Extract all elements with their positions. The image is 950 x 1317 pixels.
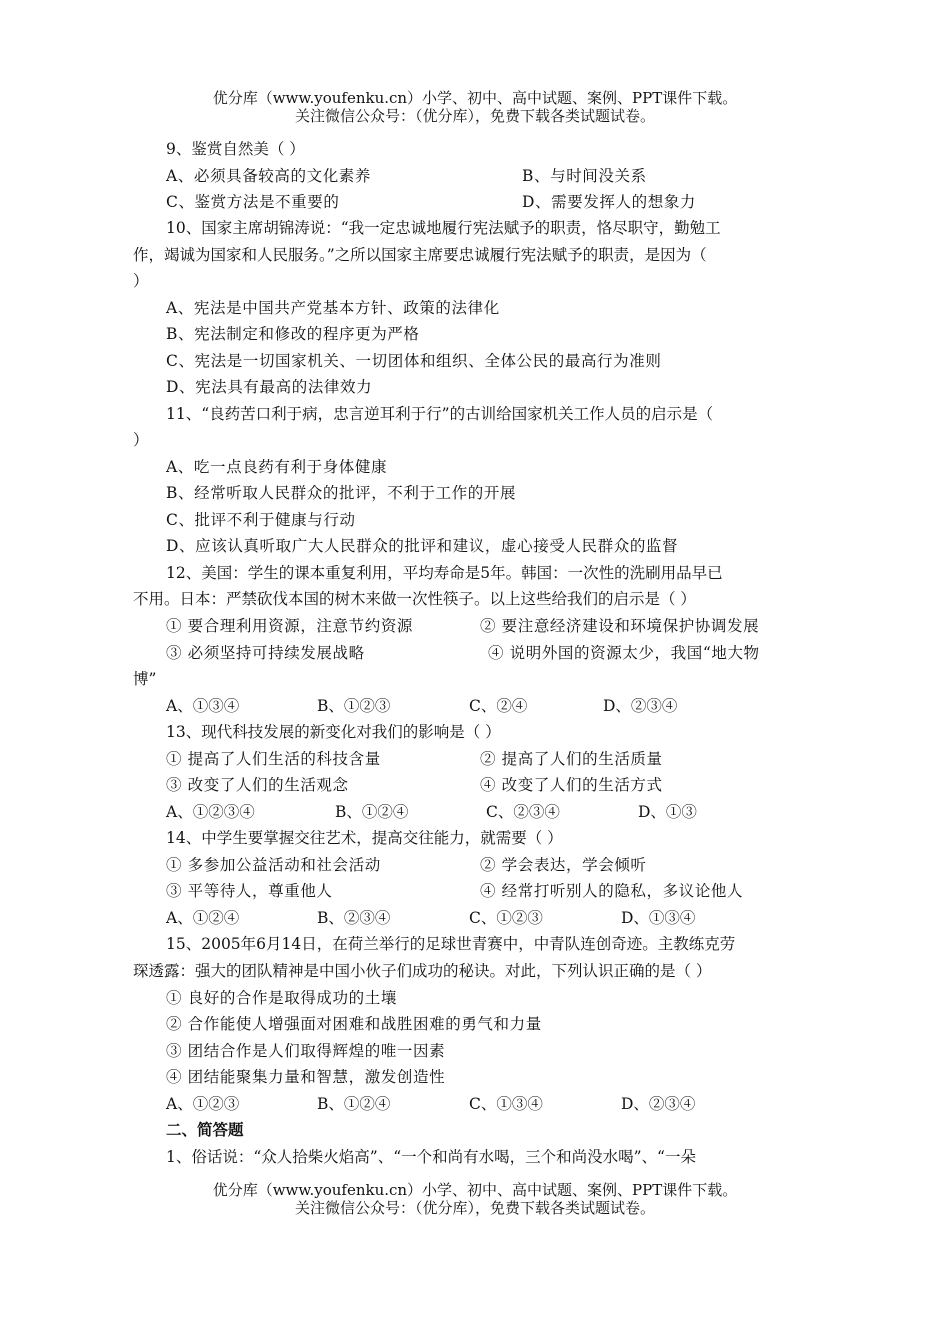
question-13-options: [166, 799, 856, 825]
statement-3: ③ 必须坚持可持续发展战略: [166, 644, 365, 662]
statement-2: ② 学会表达，学会倾听: [480, 856, 647, 874]
statement-3: ③ 改变了人们的生活观念: [166, 776, 349, 794]
page-footer-line2: 关注微信公众号：（优分库），免费下载各类试题试卷。: [294, 1199, 655, 1217]
question-11-option-c: C、批评不利于健康与行动: [166, 511, 356, 529]
question-10-option-d: D、宪法具有最高的法律效力: [166, 378, 373, 396]
statement-1: ① 多参加公益活动和社会活动: [166, 856, 381, 874]
statement-2: ② 提高了人们的生活质量: [480, 750, 663, 768]
section-2-title: 二、简答题: [166, 1120, 244, 1139]
option-a: A、①②③: [166, 1095, 240, 1113]
statement-2: ② 要注意经济建设和环境保护协调发展: [480, 617, 760, 635]
statement-4: ④ 改变了人们的生活方式: [480, 776, 663, 794]
question-10-stem-line3: ）: [133, 272, 149, 290]
statement-4: ④ 说明外国的资源太少，我国“地大物: [488, 644, 760, 662]
question-15-statement-1: ① 良好的合作是取得成功的土壤: [166, 989, 397, 1007]
statement-3: ③ 平等待人，尊重他人: [166, 882, 333, 900]
question-10-option-a: A、宪法是中国共产党基本方针、政策的法律化: [166, 299, 500, 317]
question-11-stem-line1: 11、“良药苦口利于病，忠言逆耳利于行”的古训给国家机关工作人员的启示是（: [166, 405, 714, 423]
question-11-option-b: B、经常听取人民群众的批评，不利于工作的开展: [166, 484, 517, 502]
option-a: A、①②④: [166, 909, 240, 927]
question-12-statement-4-cont: 博”: [133, 670, 157, 688]
statement-1: ① 要合理利用资源，注意节约资源: [166, 617, 414, 635]
option-c: C、①③④: [469, 1095, 543, 1113]
option-b: B、与时间没关系: [522, 167, 647, 185]
option-d: D、②③④: [621, 1095, 696, 1113]
page-header-line1: 优分库（www.youfenku.cn）小学、初中、高中试题、案例、PPT课件下载。: [212, 89, 738, 107]
option-c: C、②③④: [486, 803, 560, 821]
question-12-statements-12: [166, 613, 856, 639]
question-10-stem-line2: 作，竭诚为国家和人民服务。”之所以国家主席要忠诚履行宪法赋予的职责，是因为（: [133, 246, 707, 264]
question-9-options-ab: [166, 163, 856, 189]
statement-4: ④ 经常打听别人的隐私，多议论他人: [480, 882, 744, 900]
question-13-statements-12: [166, 746, 856, 772]
option-c: C、鉴赏方法是不重要的: [166, 193, 340, 211]
question-14-statements-12: [166, 852, 856, 878]
question-9-stem: 9、鉴赏自然美（ ）: [166, 140, 305, 158]
option-c: C、②④: [469, 697, 528, 715]
question-12-options: [166, 693, 856, 719]
option-d: D、②③④: [603, 697, 678, 715]
question-15-statement-2: ② 合作能使人增强面对困难和战胜困难的勇气和力量: [166, 1015, 542, 1033]
option-d: D、①③: [638, 803, 697, 821]
question-15-stem-line1: 15、2005年6月14日，在荷兰举行的足球世青赛中，中青队连创奇迹。主教练克劳: [166, 935, 736, 953]
question-10-option-c: C、宪法是一切国家机关、一切团体和组织、全体公民的最高行为准则: [166, 352, 662, 370]
question-15-options: [166, 1091, 856, 1117]
question-15-statement-4: ④ 团结能聚集力量和智慧，激发创造性: [166, 1068, 446, 1086]
question-13-stem: 13、现代科技发展的新变化对我们的影响是（ ）: [166, 723, 501, 741]
question-14-options: [166, 905, 856, 931]
option-d: D、需要发挥人的想象力: [522, 193, 697, 211]
question-15-stem-line2: 琛透露：强大的团队精神是中国小伙子们成功的秘诀。对此，下列认识正确的是（ ）: [133, 962, 712, 980]
question-10-option-b: B、宪法制定和修改的程序更为严格: [166, 325, 420, 343]
option-b: B、①②④: [335, 803, 409, 821]
question-12-statements-34: [166, 640, 856, 666]
question-12-stem-line1: 12、美国：学生的课本重复利用，平均寿命是5年。韩国：一次性的洗刷用品早已: [166, 564, 723, 582]
option-b: B、①②④: [317, 1095, 391, 1113]
statement-1: ① 提高了人们生活的科技含量: [166, 750, 381, 768]
page-footer-line1: 优分库（www.youfenku.cn）小学、初中、高中试题、案例、PPT课件下载。: [212, 1181, 738, 1199]
option-b: B、②③④: [317, 909, 391, 927]
question-9-options-cd: [166, 189, 856, 215]
option-a: A、必须具备较高的文化素养: [166, 167, 371, 185]
question-11-stem-line2: ）: [133, 431, 149, 449]
question-14-statements-34: [166, 878, 856, 904]
option-b: B、①②③: [317, 697, 391, 715]
question-10-stem-line1: 10、国家主席胡锦涛说：“我一定忠诚地履行宪法赋予的职责，恪尽职守，勤勉工: [166, 219, 721, 237]
question-11-option-d: D、应该认真听取广大人民群众的批评和建议，虚心接受人民群众的监督: [166, 537, 679, 555]
question-14-stem: 14、中学生要掌握交往艺术，提高交往能力，就需要（ ）: [166, 829, 563, 847]
page-header-line2: 关注微信公众号：（优分库），免费下载各类试题试卷。: [294, 107, 655, 125]
option-c: C、①②③: [469, 909, 543, 927]
question-15-statement-3: ③ 团结合作是人们取得辉煌的唯一因素: [166, 1042, 446, 1060]
question-12-stem-line2: 不用。日本：严禁砍伐本国的树木来做一次性筷子。以上这些给我们的启示是（ ）: [133, 590, 696, 608]
option-a: A、①②③④: [166, 803, 255, 821]
question-11-option-a: A、吃一点良药有利于身体健康: [166, 458, 388, 476]
option-d: D、①③④: [621, 909, 696, 927]
option-a: A、①③④: [166, 697, 240, 715]
section-2-question-1: 1、俗话说：“众人拾柴火焰高”、“一个和尚有水喝，三个和尚没水喝”、“一朵: [166, 1148, 696, 1166]
question-13-statements-34: [166, 772, 856, 798]
